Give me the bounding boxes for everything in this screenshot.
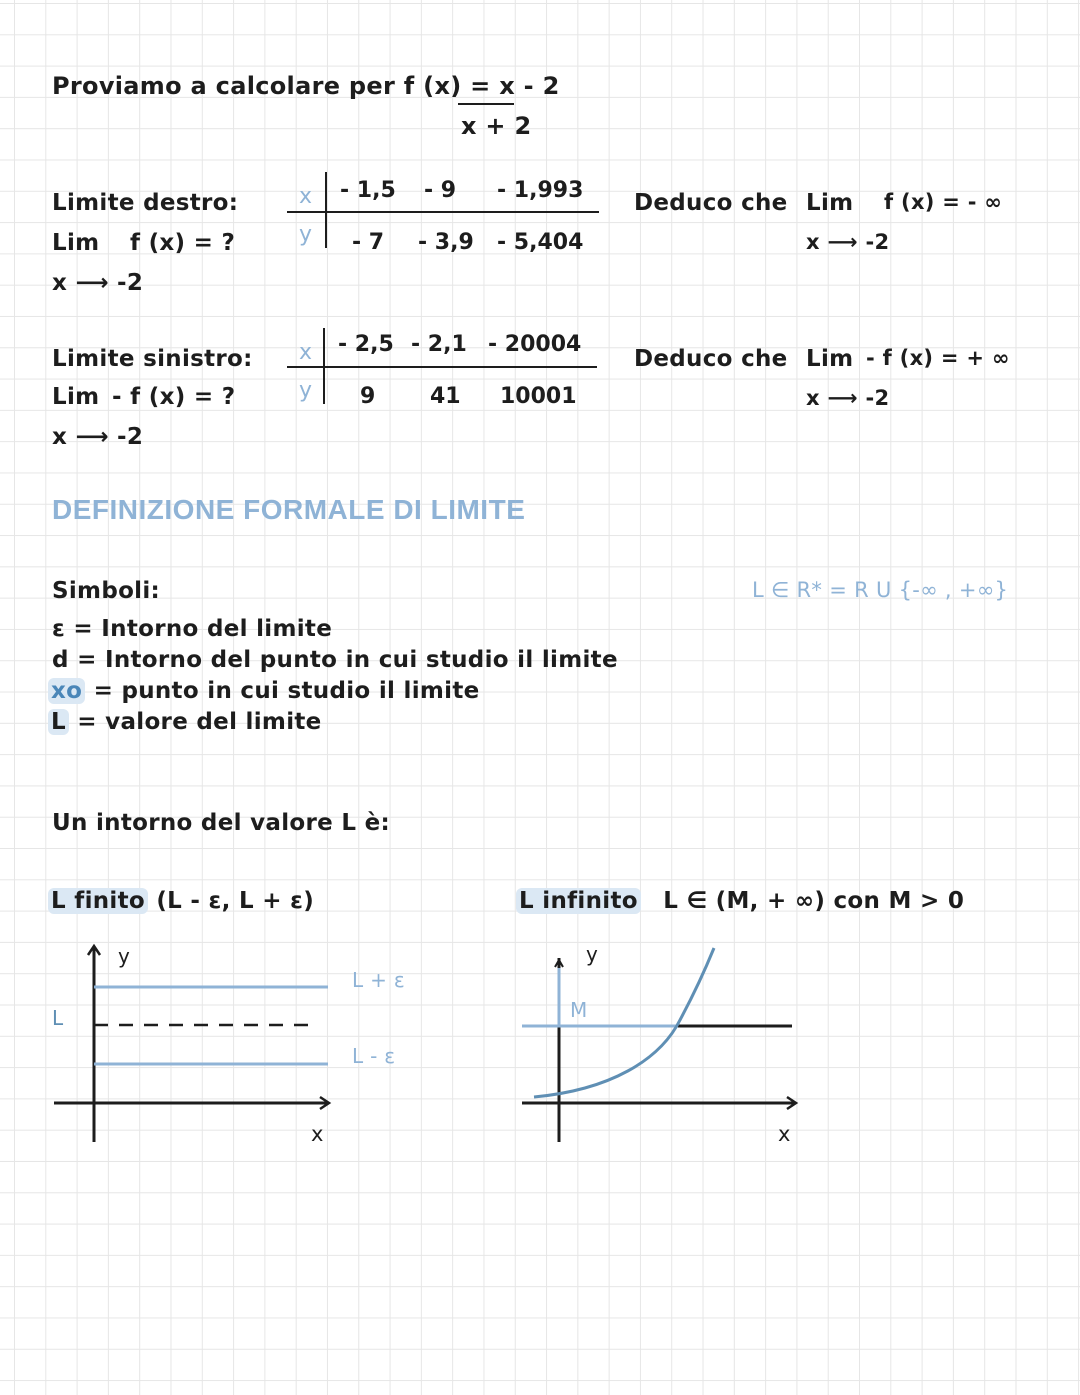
left-limit-lim: Lim (52, 384, 100, 410)
table-x-label: x (299, 340, 313, 365)
growth-curve (534, 948, 714, 1097)
infinite-label: L infinito (516, 888, 641, 914)
table-cell: - 1,5 (340, 178, 396, 203)
infinite-interval: L ∈ (M, + ∞) con M > 0 (663, 888, 965, 914)
table-cell: - 9 (424, 178, 457, 203)
table-cell: - 1,993 (497, 178, 584, 203)
left-limit-title: Limite sinistro: (52, 346, 253, 372)
intro-text: Proviamo a calcolare per f (x) = x - 2 (52, 72, 560, 100)
upper-label: L + ε (352, 968, 405, 992)
right-result-lim: Lim (806, 190, 854, 216)
symbol-desc: = punto in cui studio il limite (93, 678, 480, 704)
m-label: M (570, 998, 588, 1022)
table-cell: 41 (430, 384, 461, 409)
table-cell: 10001 (500, 384, 577, 409)
finite-L-label: L (52, 1006, 64, 1030)
infinite-y-label: y (586, 942, 599, 966)
table-cell: - 20004 (488, 332, 582, 357)
left-deduce: Deduco che (634, 346, 788, 372)
right-limit-approach: x ⟶ -2 (52, 270, 144, 296)
finite-label: L finito (48, 888, 148, 914)
table-cell: - 7 (352, 230, 385, 255)
table-cell: - 2,5 (338, 332, 394, 357)
set-note: L ∈ R* = R U {-∞ , +∞} (752, 578, 1009, 602)
left-result-expr: - f (x) = + ∞ (866, 346, 1010, 370)
left-limit-expr: - f (x) = ? (112, 384, 236, 410)
right-deduce: Deduco che (634, 190, 788, 216)
table-y-label: y (299, 222, 313, 247)
intro-denominator: x + 2 (461, 112, 532, 140)
right-result-expr: f (x) = - ∞ (884, 190, 1003, 214)
symbol-desc: = valore del limite (77, 709, 322, 735)
table-cell: 9 (360, 384, 376, 409)
left-result-lim: Lim (806, 346, 854, 372)
symbol-desc: = Intorno del punto in cui studio il limite (77, 647, 618, 673)
infinite-x-label: x (778, 1122, 791, 1146)
finite-x-label: x (311, 1122, 324, 1146)
finite-interval: (L - ε, L + ε) (156, 888, 315, 914)
table-cell: - 3,9 (418, 230, 474, 255)
symbol-highlight: xo (48, 678, 85, 704)
left-limit-approach: x ⟶ -2 (52, 424, 144, 450)
lower-label: L - ε (352, 1044, 396, 1068)
symbol-highlight: L (48, 709, 69, 735)
left-result-approach: x ⟶ -2 (806, 386, 890, 410)
right-limit-lim: Lim (52, 230, 100, 256)
table-y-label: y (299, 378, 313, 403)
right-limit-title: Limite destro: (52, 190, 239, 216)
table-cell: - 5,404 (497, 230, 584, 255)
symbol: ε (52, 616, 66, 642)
right-limit-expr: f (x) = ? (130, 230, 236, 256)
symbols-title: Simboli: (52, 578, 161, 604)
table-x-label: x (299, 184, 313, 209)
finite-graph (54, 946, 329, 1142)
table-cell: - 2,1 (411, 332, 467, 357)
symbol-desc: = Intorno del limite (73, 616, 333, 642)
infinite-graph (522, 948, 796, 1142)
right-result-approach: x ⟶ -2 (806, 230, 890, 254)
symbol: d (52, 647, 69, 673)
section-title: DEFINIZIONE FORMALE DI LIMITE (52, 494, 526, 525)
neighborhood-title: Un intorno del valore L è: (52, 810, 390, 836)
finite-y-label: y (118, 944, 131, 968)
